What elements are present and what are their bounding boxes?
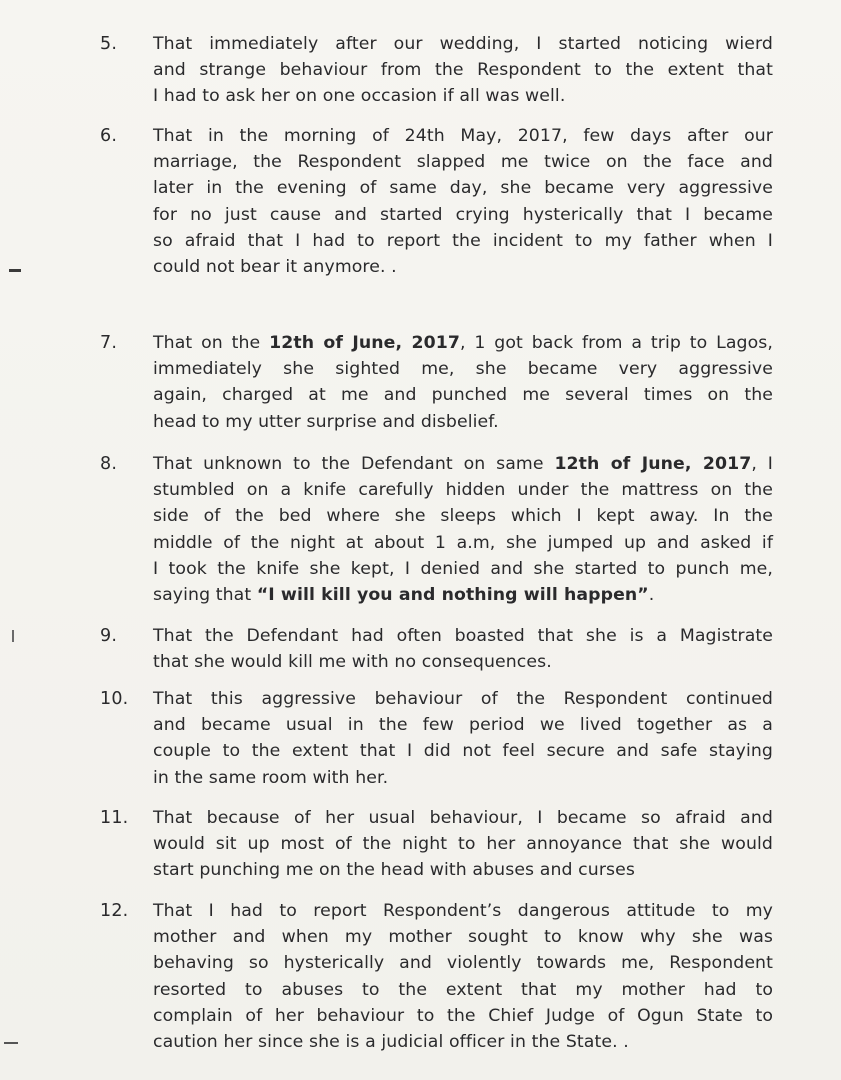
paragraph-number: 8. [100,454,118,474]
text-line: stumbled on a knife carefully hidden under the mattress on the [153,480,773,501]
paragraph-text [153,805,773,884]
text-line: so afraid that I had to report the incident to my father when I [153,230,773,251]
text-line: in the same room with her. [153,767,389,788]
paragraph-text [153,898,773,1055]
paragraph-text [153,451,773,608]
text-run: That unknown to the Defendant on same [153,454,555,474]
bold-date: 12th of June, 2017 [269,333,460,353]
text-line: That this aggressive behaviour of the Respondent continued [153,689,773,709]
text-line: couple to the extent that I did not feel secure and safe staying [153,741,773,762]
text-line: immediately she sighted me, she became very aggressive [153,359,773,380]
bold-date: 12th of June, 2017 [554,454,752,474]
text-line: start punching me on the head with abuses and curses [153,860,635,881]
text-line [153,451,773,477]
text-line: would sit up most of the night to her annoyance that she would [153,834,773,855]
margin-mark [12,630,14,642]
paragraph-text [153,623,773,675]
bold-quote: “I will kill you and nothing will happen” [256,585,649,606]
text-line: That immediately after our wedding, I started noticing wierd [153,34,773,54]
paragraph-text [153,686,773,791]
paragraph-number: 10. [100,689,129,709]
text-line [153,330,773,356]
paragraph-number: 9. [100,626,118,646]
text-line [153,582,773,608]
text-line: and became usual in the few period we lived together as a [153,715,773,736]
text-run: saying that [153,585,257,606]
text-line: caution her since she is a judicial officer in the State. . [153,1032,629,1053]
text-line: again, charged at me and punched me several times on the [153,385,773,406]
text-line: resorted to abuses to the extent that my mother had to [153,979,773,1000]
text-line: That because of her usual behaviour, I became so afraid and [153,808,773,828]
text-line: mother and when my mother sought to know why she was [153,927,773,948]
text-line: That the Defendant had often boasted that she is a Magistrate [153,626,773,646]
text-run: , I [751,454,773,474]
text-line: and strange behaviour from the Respondent to the extent that [153,60,773,81]
text-run: That on the [153,333,270,353]
text-line: that she would kill me with no consequences. [153,652,552,673]
text-line: middle of the night at about 1 a.m, she jumped up and asked if [153,532,773,553]
text-line: marriage, the Respondent slapped me twice on the face and [153,152,773,173]
text-line: could not bear it anymore. . [153,257,397,278]
text-line: behaving so hysterically and violently towards me, Respondent [153,953,773,974]
paragraph-number: 5. [100,34,118,54]
text-line: side of the bed where she sleeps which I kept away. In the [153,506,773,527]
text-line: I had to ask her on one occasion if all was well. [153,86,566,107]
paragraph-number: 11. [100,808,129,828]
text-run: , 1 got back from a trip to Lagos, [459,333,773,353]
paragraph-number: 12. [100,901,129,921]
margin-mark [9,269,21,272]
text-line: for no just cause and started crying hysterically that I became [153,204,773,225]
paragraph-text [153,31,773,110]
text-line: later in the evening of same day, she became very aggressive [153,178,773,199]
text-line: I took the knife she kept, I denied and she started to punch me, [153,558,773,579]
paragraph-number: 6. [100,126,118,146]
paragraph-text [153,123,773,280]
paragraph-number: 7. [100,333,118,353]
paragraph-text [153,330,773,435]
text-line: head to my utter surprise and disbelief. [153,411,499,432]
text-line: That I had to report Respondent’s dangerous attitude to my [153,901,773,921]
margin-mark [4,1042,18,1044]
text-line: complain of her behaviour to the Chief Judge of Ogun State to [153,1005,773,1026]
text-run: . [648,585,655,606]
text-line: That in the morning of 24th May, 2017, few days after our [153,126,773,146]
